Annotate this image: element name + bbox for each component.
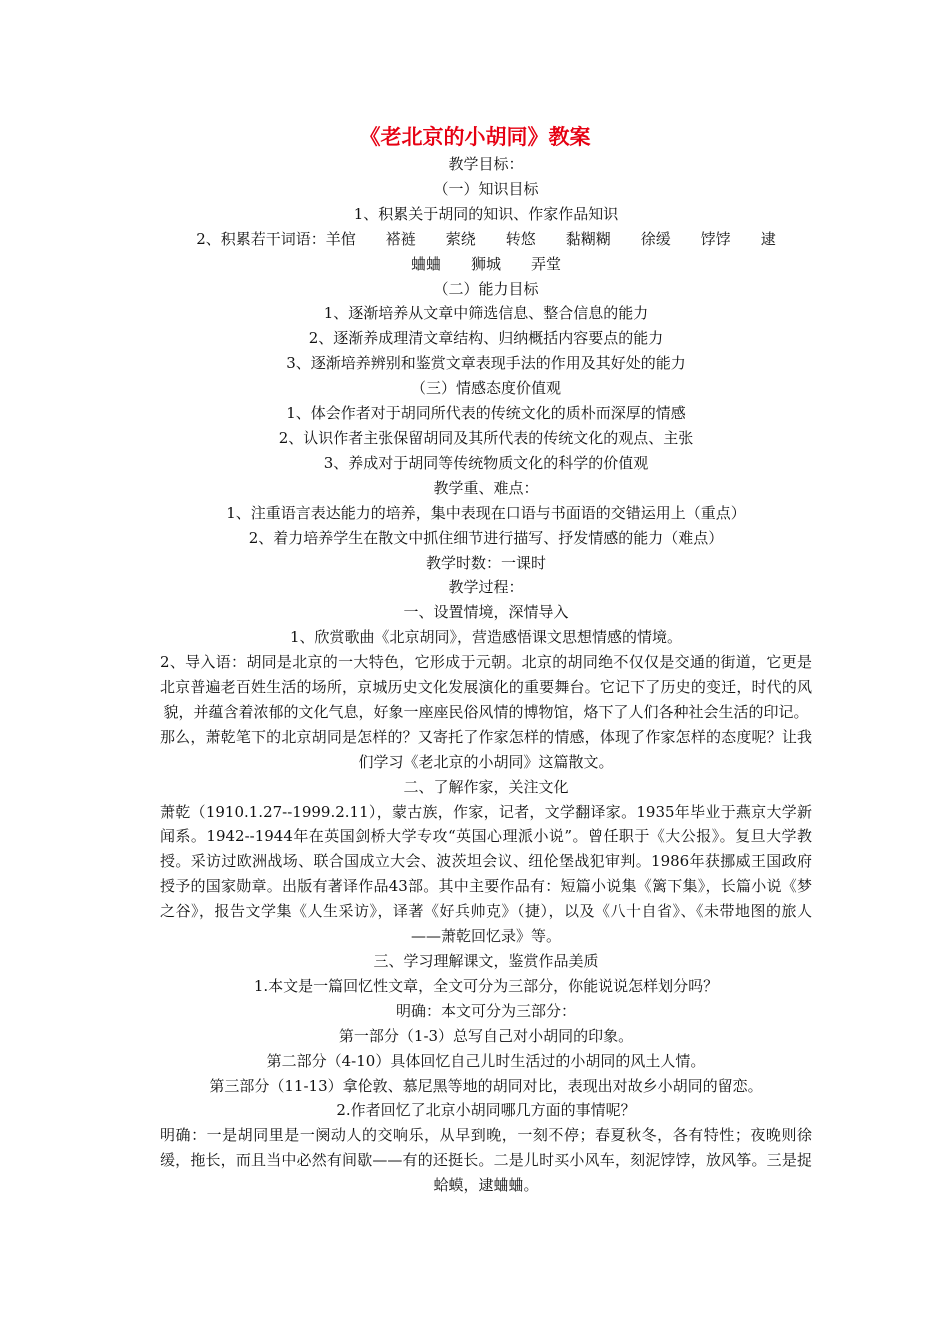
answer-1: 明确：本文可分为三部分：	[395, 1001, 576, 1020]
author-bio-paragraph: 萧乾（1910.1.27--1999.2.11），蒙古族，作家，记者，文学翻译家。1935年毕业于燕京大学新闻系。1942--1944年在英国剑桥大学专攻“英国心理派小说”。曾任职于《大公报》。复旦大学教授。采访过欧洲战场、联合国成立大会、波茨坦会议、纽伦堡战犯审判。1986年获挪威王国政府授予的国家勋章。出版有著译作品43部。其中主要作品有：短篇小说集《篱下集》，长篇小说《梦之谷》，报告文学集《人生采访》，译著《好兵帅克》（捷），以及《八十自省》、《未带地图的旅人——萧乾回忆录》等。	[160, 802, 812, 946]
step-2-heading: 二、了解作家，关注文化	[403, 777, 569, 796]
step-1-item-1: 1、欣赏歌曲《北京胡同》，营造感悟课文思想情感的情境。	[289, 628, 683, 647]
emotion-item-3: 3、养成对于胡同等传统物质文化的科学的价值观	[323, 453, 649, 472]
ability-item-1: 1、逐渐培养从文章中筛选信息、整合信息的能力	[323, 304, 649, 323]
key-points-heading: 教学重、难点：	[433, 478, 539, 497]
part-1: 第一部分（1-3）总写自己对小胡同的印象。	[338, 1026, 634, 1045]
question-1: 1.本文是一篇回忆性文章，全文可分为三部分，你能说说怎样划分吗？	[253, 976, 719, 995]
step-1-intro-paragraph: 2、导入语：胡同是北京的一大特色，它形成于元朝。北京的胡同绝不仅仅是交通的街道，它更是北京普遍老百姓生活的场所，京城历史文化发展演化的重要舞台。它记下了历史的变迁，时代的风貌，并蕴含着浓郁的文化气息，好象一座座民俗风情的博物馆，烙下了人们各种社会生活的印记。	[160, 653, 812, 721]
goals-heading: 教学目标：	[448, 155, 524, 173]
ability-item-2: 2、逐渐养成理清文章结构、归纳概括内容要点的能力	[308, 329, 664, 348]
step-3-heading: 三、学习理解课文，鉴赏作品美质	[373, 952, 599, 970]
emotion-item-2: 2、认识作者主张保留胡同及其所代表的传统文化的观点、主张	[278, 428, 694, 447]
part-2: 第二部分（4-10）具体回忆自己儿时生活过的小胡同的风土人情。	[266, 1051, 706, 1070]
teaching-hours: 教学时数：一课时	[425, 553, 546, 572]
knowledge-item-2-line-1: 2、积累若干词语：羊倌 褡裢 萦绕 转悠 黏糊糊 徐缓 饽饽 逮	[196, 229, 776, 248]
process-heading: 教学过程：	[448, 578, 524, 597]
step-1-heading: 一、设置情境，深情导入	[403, 603, 569, 622]
knowledge-heading: （一）知识目标	[433, 179, 539, 198]
ability-heading: （二）能力目标	[433, 279, 539, 298]
ability-item-3: 3、逐渐培养辨别和鉴赏文章表现手法的作用及其好处的能力	[286, 354, 686, 373]
document-title: 《老北京的小胡同》教案	[359, 125, 591, 149]
emotion-heading: （三）情感态度价值观	[410, 379, 561, 398]
knowledge-item-1: 1、积累关于胡同的知识、作家作品知识	[353, 204, 619, 223]
part-3: 第三部分（11-13）拿伦敦、慕尼黑等地的胡同对比，表现出对故乡小胡同的留恋。	[209, 1076, 763, 1095]
emotion-item-1: 1、体会作者对于胡同所代表的传统文化的质朴而深厚的情感	[286, 404, 686, 423]
key-point-1: 1、注重语言表达能力的培养，集中表现在口语与书面语的交错运用上（重点）	[226, 503, 746, 522]
step-1-question-paragraph: 那么，萧乾笔下的北京胡同是怎样的？又寄托了作家怎样的情感，体现了作家怎样的态度呢？让我们学习《老北京的小胡同》这篇散文。	[160, 727, 812, 771]
answer-2-paragraph: 明确：一是胡同里是一阕动人的交响乐，从早到晚，一刻不停；春夏秋冬，各有特性；夜晚则徐缓，拖长，而且当中必然有间歇——有的还挺长。二是儿时买小风车，刻泥饽饽，放风筝。三是捉蛤蟆，逮蛐蛐。	[160, 1126, 812, 1195]
key-point-2: 2、着力培养学生在散文中抓住细节进行描写、抒发情感的能力（难点）	[248, 528, 724, 547]
knowledge-item-2-line-2: 蛐蛐 狮城 弄堂	[410, 254, 561, 273]
document-body	[160, 152, 812, 1198]
question-2: 2.作者回忆了北京小胡同哪几方面的事情呢？	[336, 1101, 636, 1120]
